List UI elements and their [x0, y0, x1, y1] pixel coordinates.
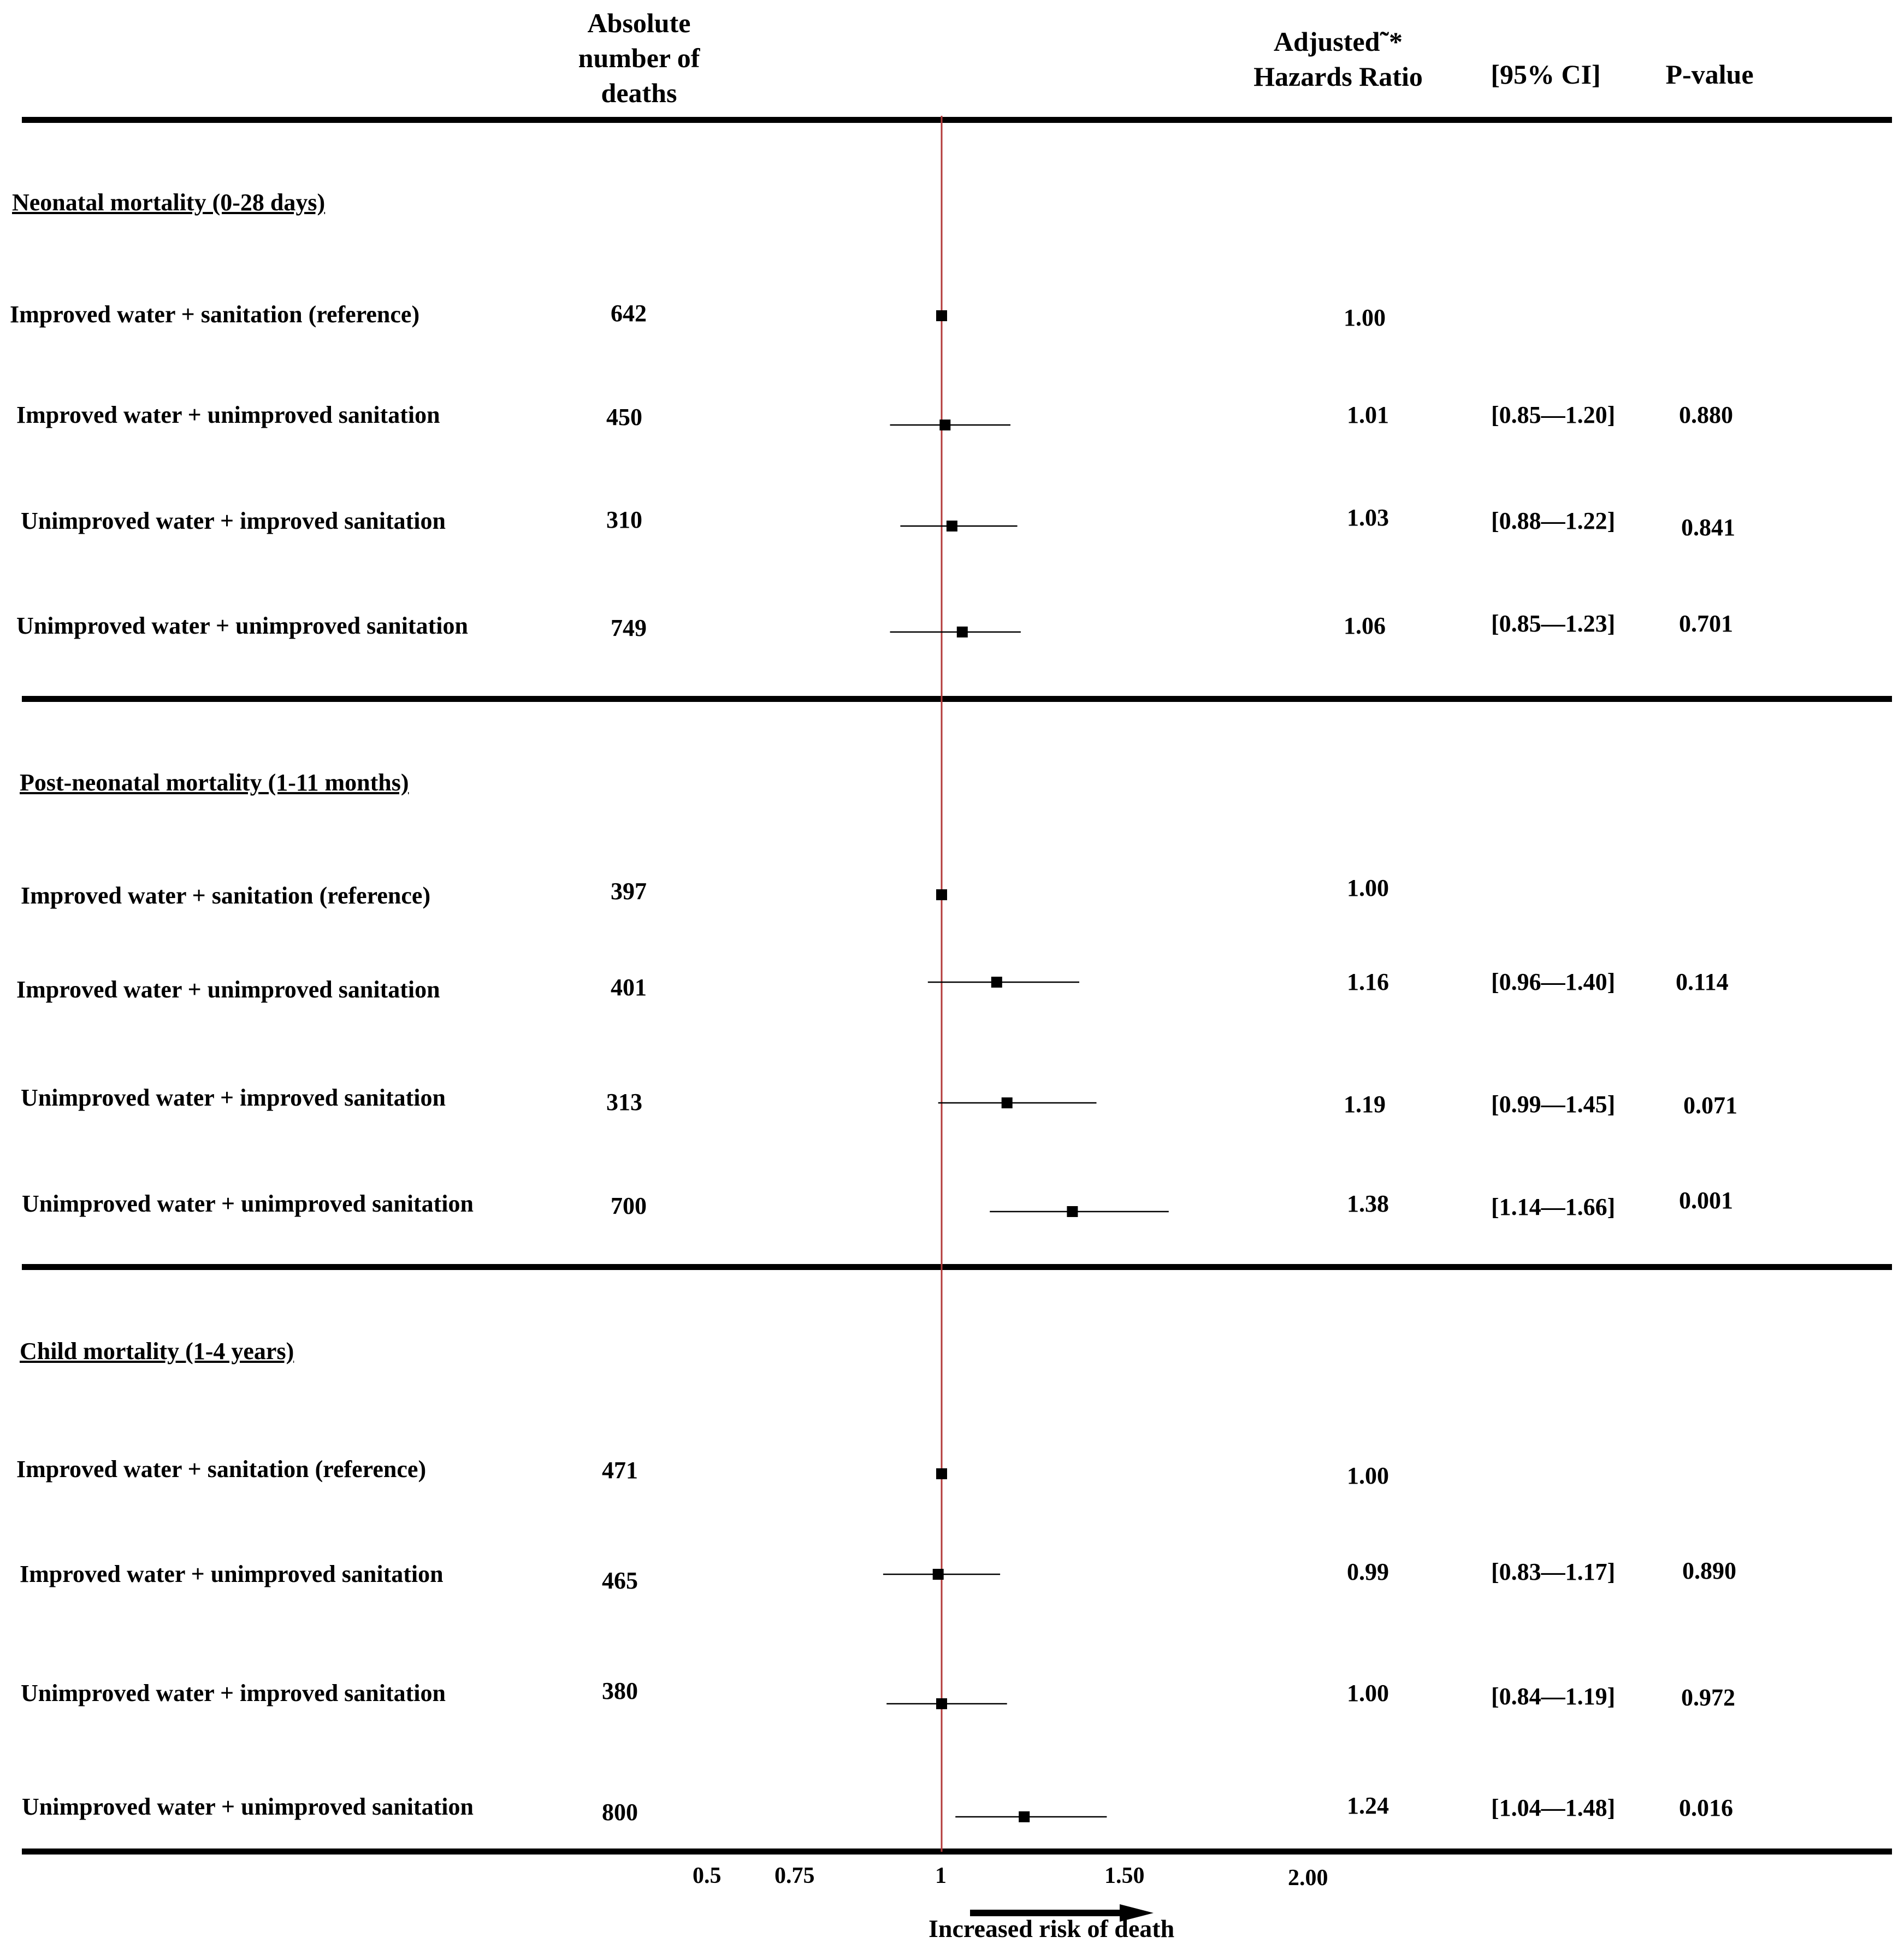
deaths-value: 700: [611, 1192, 647, 1219]
row-label: Unimproved water + improved sanitation: [21, 507, 446, 534]
row-label: Unimproved water + unimproved sanitation: [22, 1793, 474, 1820]
point-estimate-marker: [936, 310, 947, 321]
deaths-value: 471: [602, 1457, 638, 1484]
p-value: 0.972: [1681, 1684, 1735, 1711]
point-estimate-marker: [939, 420, 950, 430]
deaths-header-line-1: Absolute: [587, 8, 691, 38]
ci-value: [0.96—1.40]: [1491, 968, 1616, 995]
forest-marks: [883, 310, 1169, 1822]
hr-value: 1.19: [1344, 1091, 1386, 1118]
hr-value: 1.16: [1347, 968, 1389, 995]
deaths-value: 450: [606, 404, 642, 430]
deaths-header-line-2: number of: [578, 43, 700, 73]
hr-value: 1.00: [1347, 875, 1389, 901]
row-label: Improved water + sanitation (reference): [21, 882, 431, 909]
row-label: Improved water + unimproved sanitation: [16, 976, 440, 1003]
point-estimate-marker: [1002, 1097, 1013, 1108]
section-title-child: Child mortality (1-4 years): [20, 1338, 294, 1365]
deaths-value: 749: [611, 615, 647, 641]
row-label: Improved water + unimproved sanitation: [16, 401, 440, 428]
deaths-header-line-3: deaths: [601, 78, 677, 108]
hr-header-line-1: Adjusted˜*: [1273, 26, 1403, 57]
deaths-value: 380: [602, 1678, 638, 1704]
ci-column-header: [95% CI]: [1491, 59, 1601, 90]
point-estimate-marker: [1019, 1811, 1030, 1822]
p-value: 0.016: [1679, 1794, 1733, 1821]
increased-risk-label: Increased risk of death: [929, 1915, 1175, 1942]
x-tick-label: 2.00: [1288, 1865, 1328, 1891]
p-value: 0.880: [1679, 401, 1733, 428]
hr-header-line-2: Hazards Ratio: [1253, 61, 1423, 92]
p-value-column-header: P-value: [1665, 59, 1754, 90]
hr-value: 1.38: [1347, 1190, 1389, 1217]
ci-value: [0.83—1.17]: [1491, 1558, 1616, 1585]
deaths-value: 310: [606, 506, 642, 533]
hr-value: 1.00: [1347, 1462, 1389, 1489]
section-title-neonatal: Neonatal mortality (0-28 days): [12, 189, 326, 216]
row-label: Unimproved water + improved sanitation: [21, 1084, 446, 1111]
hr-value: 1.03: [1347, 504, 1389, 531]
point-estimate-marker: [957, 627, 968, 637]
point-estimate-marker: [936, 1468, 947, 1479]
deaths-value: 397: [611, 878, 647, 905]
hr-value: 1.24: [1347, 1792, 1389, 1819]
point-estimate-marker: [1067, 1206, 1078, 1217]
p-value: 0.071: [1683, 1092, 1737, 1119]
point-estimate-marker: [947, 521, 957, 531]
point-estimate-marker: [933, 1569, 944, 1580]
p-value: 0.890: [1682, 1557, 1736, 1584]
deaths-value: 313: [606, 1089, 642, 1115]
x-tick-label: 0.5: [693, 1863, 722, 1888]
ci-value: [1.14—1.66]: [1491, 1194, 1616, 1220]
ci-value: [1.04—1.48]: [1491, 1794, 1616, 1821]
row-label: Unimproved water + unimproved sanitation: [16, 612, 468, 639]
x-tick-label: 1: [935, 1863, 947, 1888]
p-value: 0.841: [1681, 514, 1735, 541]
row-label: Improved water + sanitation (reference): [10, 301, 420, 328]
ci-value: [0.99—1.45]: [1491, 1091, 1616, 1118]
ci-value: [0.85—1.20]: [1491, 401, 1616, 428]
x-tick-label: 0.75: [774, 1863, 815, 1888]
hr-value: 1.01: [1347, 401, 1389, 428]
hr-value: 1.00: [1344, 304, 1386, 331]
deaths-value: 800: [602, 1799, 638, 1826]
row-label: Unimproved water + unimproved sanitation: [22, 1190, 474, 1217]
deaths-value: 401: [611, 974, 647, 1001]
hr-value: 0.99: [1347, 1558, 1389, 1585]
x-tick-label: 1.50: [1104, 1863, 1145, 1888]
row-label: Improved water + sanitation (reference): [16, 1456, 427, 1483]
ci-value: [0.85—1.23]: [1491, 610, 1616, 637]
point-estimate-marker: [991, 977, 1002, 988]
row-label: Improved water + unimproved sanitation: [20, 1561, 444, 1587]
hr-value: 1.06: [1344, 612, 1386, 639]
ci-value: [0.84—1.19]: [1491, 1683, 1616, 1710]
deaths-value: 465: [602, 1567, 638, 1594]
p-value: 0.001: [1679, 1187, 1733, 1214]
point-estimate-marker: [936, 889, 947, 900]
ci-value: [0.88—1.22]: [1491, 507, 1616, 534]
deaths-value: 642: [611, 300, 647, 327]
point-estimate-marker: [936, 1698, 947, 1709]
p-value: 0.114: [1676, 968, 1729, 995]
p-value: 0.701: [1679, 610, 1733, 637]
hr-value: 1.00: [1347, 1680, 1389, 1706]
section-title-post-neonatal: Post-neonatal mortality (1-11 months): [20, 769, 409, 796]
row-label: Unimproved water + improved sanitation: [21, 1680, 446, 1706]
